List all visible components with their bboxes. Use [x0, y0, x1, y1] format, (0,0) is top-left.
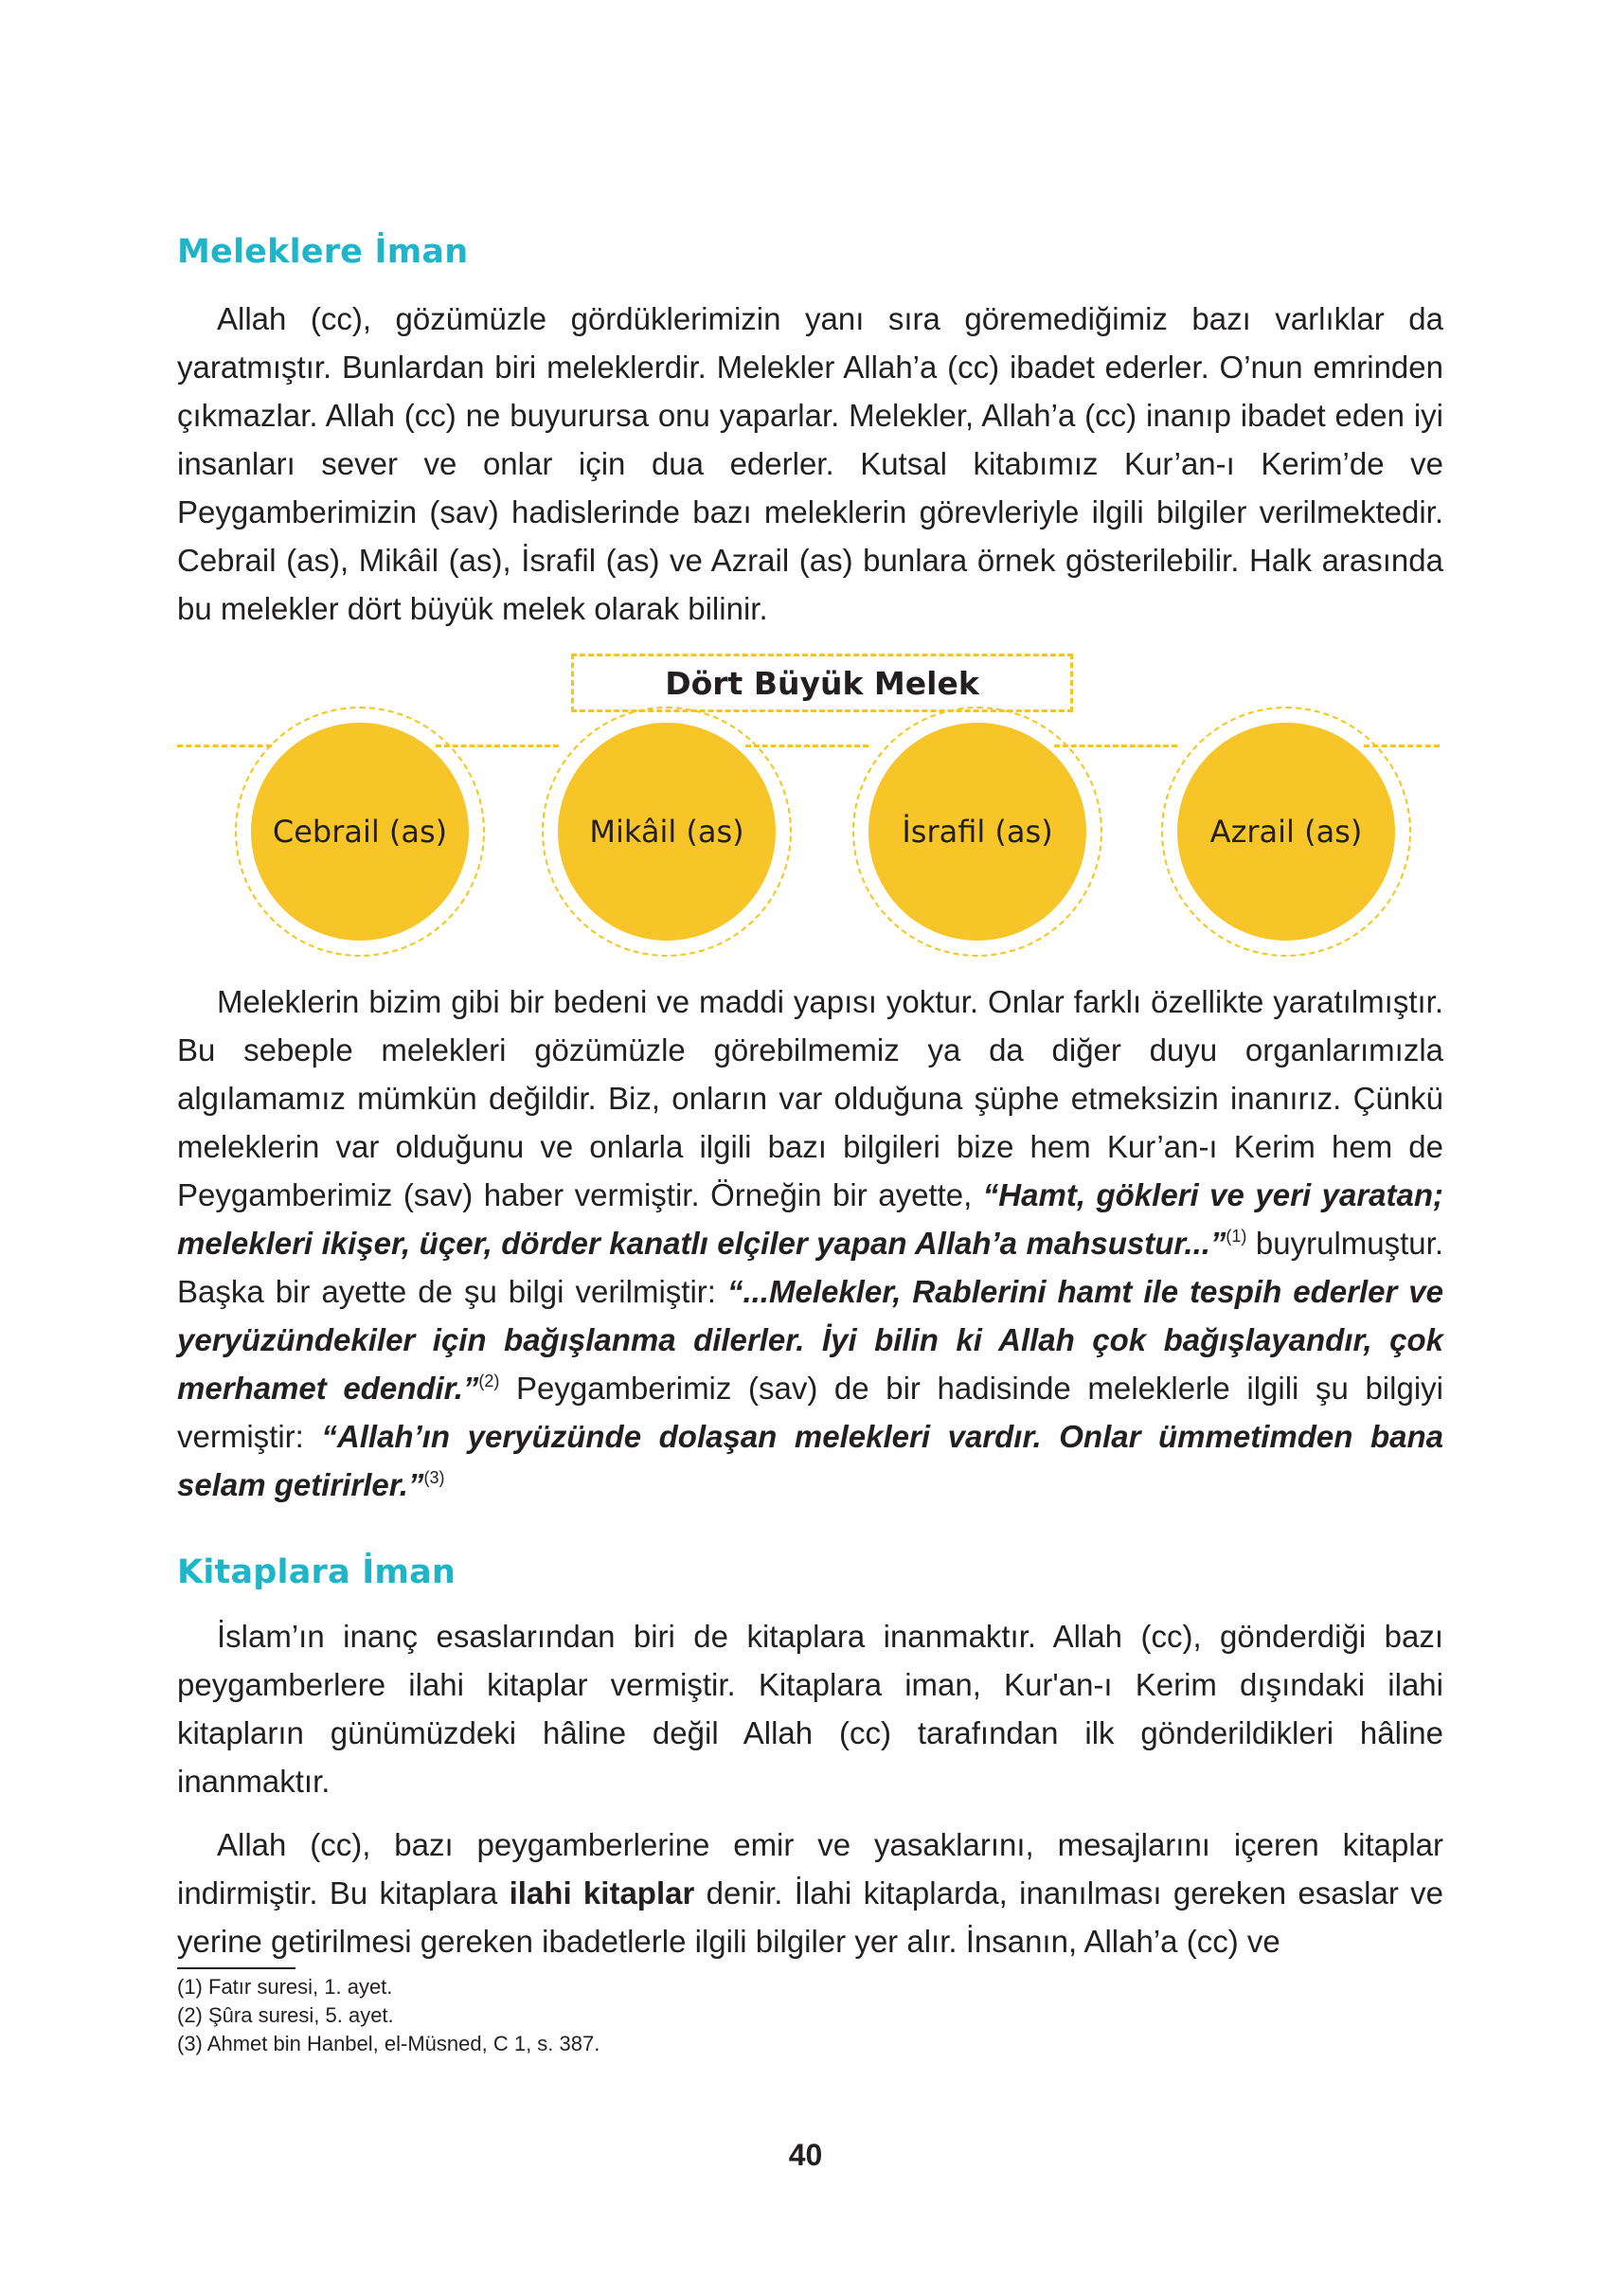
footnote-ref-2: (2)	[478, 1372, 500, 1390]
paragraph-angels-intro: Allah (cc), gözümüzle gördüklerimizin yanı sıra göremediğimiz bazı varlıklar da yaratmıştır. Bunlardan biri meleklerdir. Melekler Allah’a (cc) ibadet ederler. O’nun emrinden çıkmazlar. Allah (cc) ne buyurursa onu yaparlar. Melekler, Allah’a (cc) inanıp ibadet eden iyi insanları sever ve onlar için dua ederler. Kutsal kitabımız Kur’an-ı Kerim’de ve Peygamberimizin (sav) hadislerinde bazı meleklerin görevleriyle ilgili bilgiler verilmektedir. Cebrail (as), Mikâil (as), İsrafil (as) ve Azrail (as) bunlara örnek gösterilebilir. Halk arasında bu melekler dört büyük melek olarak bilinir.	[177, 301, 1443, 626]
dashed-line	[1364, 744, 1440, 747]
angel-label: Mikâil (as)	[589, 814, 744, 850]
dashed-line	[436, 744, 559, 747]
paragraph-books-details	[177, 1821, 1443, 1965]
text-span: Peygamberimiz (sav) de bir hadisinde meleklerle ilgili şu bilgiyi vermiştir:	[177, 1371, 1443, 1454]
footnote-2: (2) Şûra suresi, 5. ayet.	[177, 2003, 394, 2027]
angel-circle-israfil	[868, 723, 1086, 941]
quote-hadith: “Allah’ın yeryüzünde dolaşan melekleri vardır. Onlar ümmetimden bana selam getirirler.”	[177, 1419, 1443, 1502]
footnote-1: (1) Fatır suresi, 1. ayet.	[177, 1975, 393, 1999]
text-span: buyrulmuştur. Başka bir ayette de şu bilgi verilmiştir:	[177, 1226, 1443, 1309]
heading-books: Kitaplara İman	[177, 1553, 456, 1591]
angel-halo	[1161, 707, 1411, 957]
dashed-line	[177, 744, 272, 747]
text-span: Allah (cc), bazı peygamberlerine emir ve yasaklarını, mesajlarını içeren kitaplar indirmiştir. Bu kitaplara	[177, 1827, 1443, 1910]
angel-halo	[542, 707, 792, 957]
angel-circle-mikail	[558, 723, 776, 941]
angel-label: Azrail (as)	[1209, 814, 1363, 850]
text-span: denir. İlahi kitaplarda, inanılması gereken esaslar ve yerine getirilmesi gereken ibadetlerle ilgili bilgiler yer alır. İnsanın, Allah’a (cc) ve	[177, 1875, 1443, 1959]
angel-label: İsrafil (as)	[902, 814, 1053, 850]
paragraph-angels-details	[177, 978, 1443, 1509]
heading-angels: Meleklere İman	[177, 233, 469, 271]
diagram-title: Dört Büyük Melek	[571, 654, 1073, 712]
footnote-ref-3: (3)	[423, 1468, 445, 1487]
angel-circle-cebrail	[251, 723, 469, 941]
angel-halo	[235, 707, 485, 957]
page-number: 40	[788, 2138, 823, 2172]
footnote-divider	[177, 1967, 295, 1969]
angel-circle-azrail	[1177, 723, 1395, 941]
angel-label: Cebrail (as)	[272, 814, 448, 850]
quote-verse-2: “...Melekler, Rablerini hamt ile tespih ederler ve yeryüzündekiler için bağışlanma dilerler. İyi bilin ki Allah çok bağışlayandır, çok merhamet edendir.”	[177, 1274, 1443, 1406]
angel-halo	[852, 707, 1102, 957]
paragraph-books-intro: İslam’ın inanç esaslarından biri de kitaplara inanmaktır. Allah (cc), gönderdiği bazı peygamberlere ilahi kitaplar vermiştir. Kitaplara iman, Kur'an-ı Kerim dışındaki ilahi kitapların günümüzdeki hâline değil Allah (cc) tarafından ilk gönderildikleri hâline inanmaktır.	[177, 1619, 1443, 1799]
text-span: Meleklerin bizim gibi bir bedeni ve maddi yapısı yoktur. Onlar farklı özellikte yaratılmıştır. Bu sebeple melekleri gözümüzle görebilmemiz ya da diğer duyu organlarımızla algılamamız mümkün değildir. Biz, onların var olduğuna şüphe etmeksizin inanırız. Çünkü meleklerin var olduğunu ve onlarla ilgili bazı bilgileri bize hem Kur’an-ı Kerim hem de Peygamberimiz (sav) haber vermiştir. Örneğin bir ayette,	[177, 984, 1443, 1212]
footnote-3: (3) Ahmet bin Hanbel, el-Müsned, C 1, s. 387.	[177, 2032, 600, 2055]
quote-verse-1: “Hamt, gökleri ve yeri yaratan; melekleri ikişer, üçer, dörder kanatlı elçiler yapan Allah’a mahsustur...”	[177, 1177, 1443, 1261]
bold-term: ilahi kitaplar	[509, 1875, 695, 1910]
dashed-line	[1054, 744, 1177, 747]
footnote-ref-1: (1)	[1226, 1227, 1247, 1246]
dashed-line	[745, 744, 868, 747]
